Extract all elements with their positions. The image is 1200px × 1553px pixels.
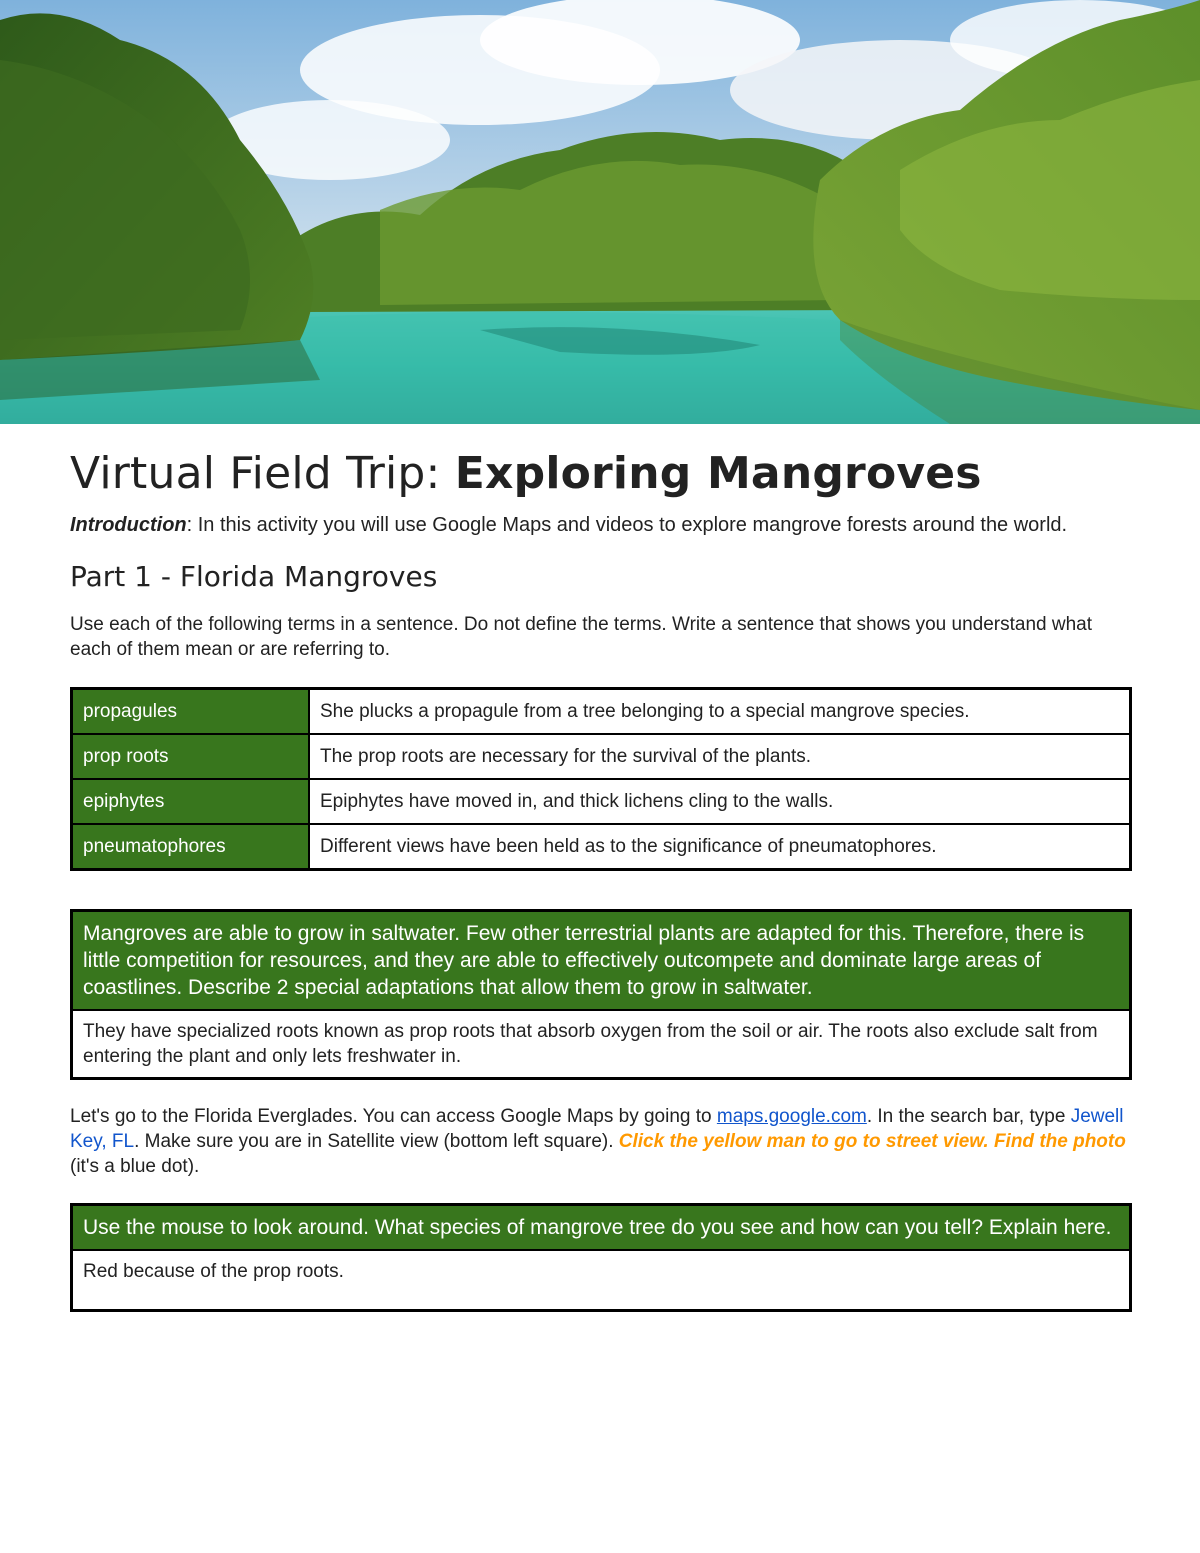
highlight-instruction: Click the yellow man to go to street view. Find the photo [618,1131,1126,1152]
title-prefix: Virtual Field Trip: [70,448,455,499]
table-row [72,824,1131,870]
answer-cell[interactable]: Red because of the prop roots. [72,1250,1131,1311]
table-row [72,779,1131,824]
everglades-text-3: . Make sure you are in Satellite view (bottom left square). [134,1131,619,1152]
intro-label: Introduction [70,514,187,536]
sentence-cell[interactable]: Different views have been held as to the significance of pneumatophores. [309,824,1131,870]
maps-link[interactable]: maps.google.com [716,1106,867,1127]
introduction [70,512,1132,538]
term-cell: pneumatophores [72,824,310,870]
answer-cell[interactable]: They have specialized roots known as prop roots that absorb oxygen from the soil or air. The roots also exclude salt from entering the plant and only lets freshwater in. [72,1010,1131,1079]
title-bold: Exploring Mangroves [454,448,982,499]
everglades-text-4: (it's a blue dot). [70,1156,200,1177]
place-name: Jewell Key, FL [70,1106,1124,1152]
sentence-cell[interactable]: The prop roots are necessary for the survival of the plants. [309,734,1131,779]
sentence-cell[interactable]: She plucks a propagule from a tree belonging to a special mangrove species. [309,689,1131,735]
everglades-text-1: Let's go to the Florida Everglades. You can access Google Maps by going to [70,1106,717,1127]
table-row [72,689,1131,735]
sentence-cell[interactable]: Epiphytes have moved in, and thick lichens cling to the walls. [309,779,1131,824]
part1-heading: Part 1 - Florida Mangroves [70,560,438,593]
question-prompt: Mangroves are able to grow in saltwater. Few other terrestrial plants are adapted for this. Therefore, there is little competition for resources, and they are able to effectively outcompete and dominate large areas of coastlines. Describe 2 special adaptations that allow them to grow in saltwater. [72,911,1131,1011]
page-title [70,446,1132,502]
adaptations-question-box [70,909,1132,1080]
everglades-text-2: . In the search bar, type [866,1106,1071,1127]
term-cell: epiphytes [72,779,310,824]
everglades-instructions [70,1104,1132,1179]
part1-instructions: Use each of the following terms in a sentence. Do not define the terms. Write a sentence that shows you understand what each of them mean or are referring to. [70,614,1092,660]
hero-image [0,0,1200,424]
species-question-box [70,1203,1132,1312]
mangrove-photo [0,0,1200,424]
document-body [70,446,1132,1312]
terms-table [70,687,1132,871]
intro-text: : In this activity you will use Google Maps and videos to explore mangrove forests around the world. [186,514,1068,536]
question-prompt: Use the mouse to look around. What species of mangrove tree do you see and how can you tell? Explain here. [72,1205,1131,1251]
table-row [72,734,1131,779]
term-cell: propagules [72,689,310,735]
term-cell: prop roots [72,734,310,779]
